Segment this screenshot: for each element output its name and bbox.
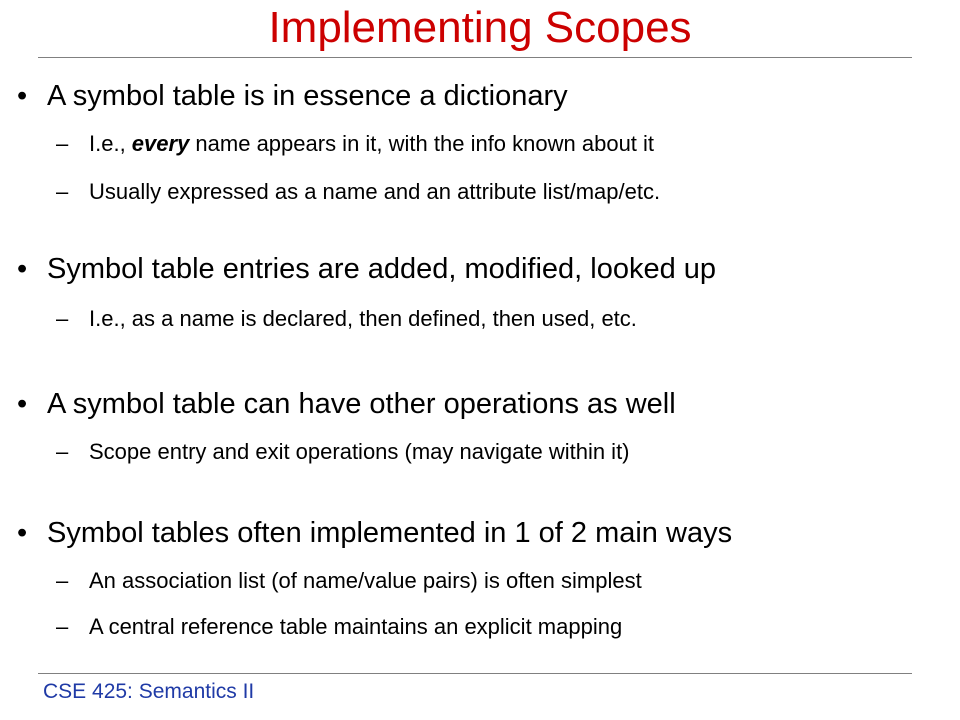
slide-footer: CSE 425: Semantics II bbox=[43, 680, 255, 703]
bullet-icon: • bbox=[17, 80, 28, 112]
bullet-text: A symbol table is in essence a dictionary bbox=[47, 80, 568, 112]
bullet-text: Symbol table entries are added, modified, looked up bbox=[47, 253, 717, 285]
footer-divider bbox=[38, 673, 912, 674]
dash-icon: – bbox=[56, 614, 69, 639]
bullet-icon: • bbox=[17, 253, 28, 285]
emphasis-text: every bbox=[131, 131, 190, 156]
sub-bullet-text: I.e., as a name is declared, then defined, then used, etc. bbox=[89, 306, 637, 331]
dash-icon: – bbox=[56, 131, 69, 156]
sub-bullet-text: A central reference table maintains an explicit mapping bbox=[89, 614, 623, 639]
bullet-icon: • bbox=[17, 388, 28, 420]
slide-title: Implementing Scopes bbox=[268, 3, 692, 52]
sub-bullet-text: I.e., every name appears in it, with the info known about it bbox=[89, 131, 655, 156]
sub-bullet-text: An association list (of name/value pairs) is often simplest bbox=[89, 568, 642, 593]
bullet-text: A symbol table can have other operations as well bbox=[47, 388, 676, 420]
dash-icon: – bbox=[56, 306, 69, 331]
dash-icon: – bbox=[56, 568, 69, 593]
sub-bullet-text: Usually expressed as a name and an attribute list/map/etc. bbox=[89, 179, 661, 204]
bullet-icon: • bbox=[17, 517, 28, 549]
sub-bullet-text: Scope entry and exit operations (may navigate within it) bbox=[89, 439, 630, 464]
bullet-text: Symbol tables often implemented in 1 of 2 main ways bbox=[47, 517, 733, 549]
dash-icon: – bbox=[56, 439, 69, 464]
dash-icon: – bbox=[56, 179, 69, 204]
